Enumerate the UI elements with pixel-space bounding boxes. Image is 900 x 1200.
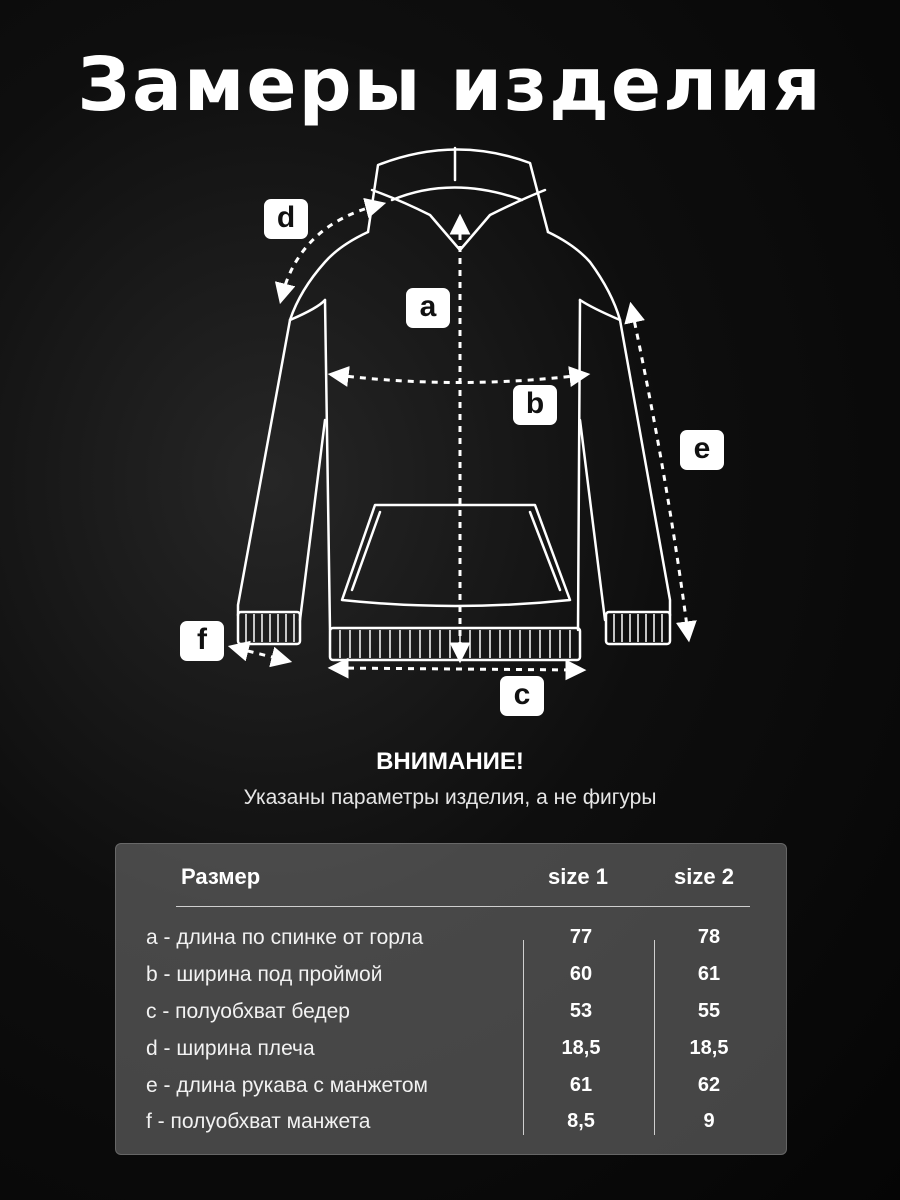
attention-heading: ВНИМАНИЕ! <box>376 748 524 775</box>
badge-c: c <box>500 676 544 716</box>
row-size-2: 78 <box>697 926 721 948</box>
row-label: c - полуобхват бедер <box>146 1000 350 1023</box>
measure-e-line <box>632 310 688 634</box>
row-size-1: 53 <box>569 1000 593 1022</box>
badge-e: e <box>680 430 724 470</box>
table-row <box>116 963 786 999</box>
row-size-1: 77 <box>569 926 593 948</box>
row-size-1: 61 <box>569 1074 593 1096</box>
table-row <box>116 1037 786 1073</box>
row-label: f - полуобхват манжета <box>146 1110 371 1133</box>
measure-c-line <box>336 668 578 670</box>
row-label: d - ширина плеча <box>146 1037 315 1060</box>
row-size-2: 9 <box>703 1110 715 1132</box>
page-title: Замеры изделия <box>77 42 823 128</box>
row-label: e - длина рукава с манжетом <box>146 1074 428 1097</box>
size-table <box>115 843 787 1155</box>
row-size-2: 55 <box>697 1000 721 1022</box>
badge-b: b <box>513 385 557 425</box>
header-size-2: size 2 <box>674 864 734 889</box>
attention-note: Указаны параметры изделия, а не фигуры <box>243 786 657 809</box>
waistband <box>330 628 580 660</box>
row-label: b - ширина под проймой <box>146 963 383 986</box>
header-size-1: size 1 <box>548 864 608 889</box>
badge-a: a <box>406 288 450 328</box>
header-size-label: Размер <box>181 864 261 889</box>
row-size-2: 18,5 <box>689 1037 729 1059</box>
row-label: a - длина по спинке от горла <box>146 926 424 949</box>
left-sleeve <box>290 300 325 320</box>
table-row <box>116 1074 786 1110</box>
body-outline <box>238 232 368 615</box>
row-size-1: 8,5 <box>567 1110 595 1132</box>
badge-d: d <box>264 199 308 239</box>
badge-f: f <box>180 621 224 661</box>
row-size-1: 18,5 <box>561 1037 601 1059</box>
measure-f-line <box>236 648 284 660</box>
table-row <box>116 926 786 962</box>
row-size-2: 61 <box>697 963 721 985</box>
hood-inner <box>392 188 522 201</box>
row-size-2: 62 <box>697 1074 721 1096</box>
left-cuff <box>238 612 300 644</box>
table-row <box>116 1000 786 1036</box>
header-divider <box>176 906 750 907</box>
hood-outline <box>368 149 548 232</box>
table-row <box>116 1110 786 1146</box>
row-size-1: 60 <box>569 963 593 985</box>
